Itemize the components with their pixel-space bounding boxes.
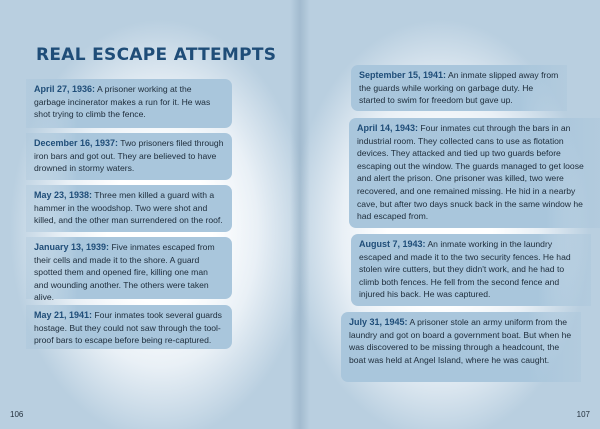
entry-text: A prisoner stole an army uniform from the laundry and got on board a government boat. But when he was discovered to be missing through a headcount, the boat was held at Angel Island, where he was caught. [349, 317, 572, 365]
entry-text: An inmate slipped away from the guards while working on garbage duty. He started to swim for freedom but gave up. [359, 70, 559, 106]
escape-entry-card [26, 305, 232, 349]
page-title: REAL ESCAPE ATTEMPTS [36, 45, 277, 65]
entry-text: Three men killed a guard with a hammer in the woodshop. Two were shot and killed, and the other man surrendered on the roof. [34, 190, 223, 226]
entry-date: April 27, 1936: [34, 84, 96, 94]
entry-date: August 7, 1943: [359, 239, 426, 249]
entry-text: Four inmates took several guards hostage. But they could not saw through the tool-proof bars to escape before being re-captured. [34, 310, 222, 346]
entry-date: April 14, 1943: [357, 123, 419, 133]
entry-date: September 15, 1941: [359, 70, 447, 80]
entry-text: Five inmates escaped from their cells and made it to the shore. A guard spotted them and opened fire, killing one man and wounding another. The others were taken alive. [34, 242, 215, 303]
right-page [300, 0, 600, 429]
entry-text: An inmate working in the laundry escaped and made it to the two security fences. He had stolen wire cutters, but they didn't work, and he had to climb both fences. He fell from the second fence and injured his back. He was captured. [359, 239, 571, 300]
entry-text: A prisoner working at the garbage incinerator makes a run for it. He was shot trying to climb the fence. [34, 84, 211, 120]
entry-text: Two prisoners filed through iron bars and got out. They are believed to have drowned in stormy waters. [34, 138, 224, 174]
entry-date: December 16, 1937: [34, 138, 119, 148]
escape-entry-card [349, 118, 600, 228]
entry-date: January 13, 1939: [34, 242, 110, 252]
page-number: 106 [10, 410, 24, 419]
entry-date: July 31, 1945: [349, 317, 408, 327]
entry-date: May 21, 1941: [34, 310, 93, 320]
escape-entry-card [351, 65, 567, 111]
escape-entry-card [26, 79, 232, 128]
entry-text: Four inmates cut through the bars in an industrial room. They collected cans to use as flotation devices. They attacked and tied up two guards before escaping out the window. The guards managed to get loose and alert the prison. One prisoner was killed, two were recovered, and one remained missing. He hid in a nearby cave, but after two days snuck back in the same window he had escaped from. [357, 123, 584, 222]
page-number: 107 [576, 410, 590, 419]
book-gutter [290, 0, 310, 429]
entry-date: May 23, 1938: [34, 190, 93, 200]
escape-entry-card [351, 234, 591, 306]
escape-entry-card [26, 237, 232, 303]
escape-entry-card [26, 185, 232, 232]
escape-entry-card [26, 133, 232, 180]
escape-entry-card [341, 312, 581, 382]
